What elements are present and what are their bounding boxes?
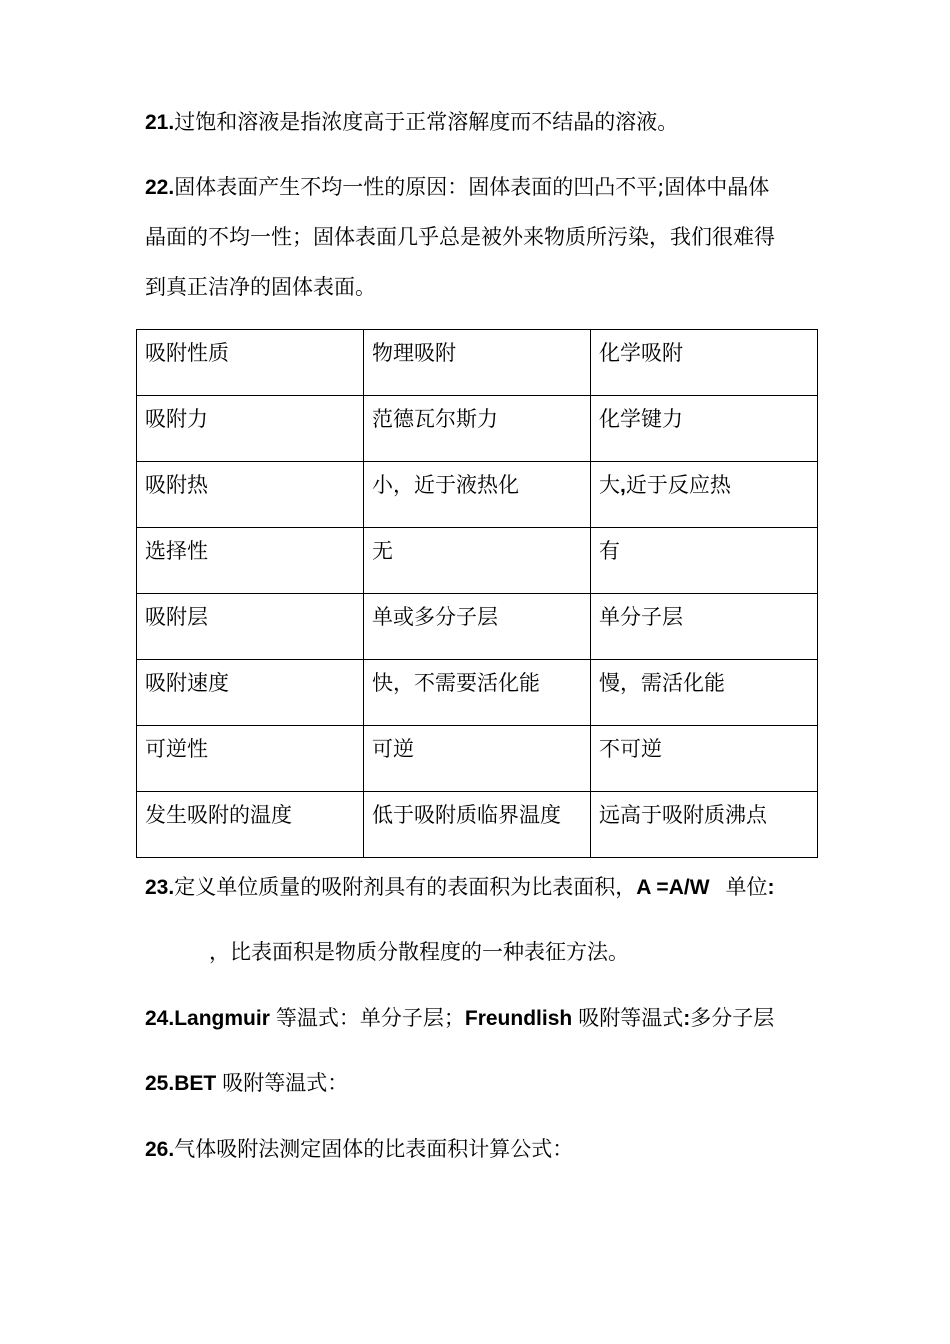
table-cell: 吸附热: [137, 462, 364, 528]
item-22-line-1: [145, 172, 769, 203]
term-freundlish: Freundlish: [464, 1007, 573, 1030]
table-row: [137, 528, 818, 594]
table-cell: 可逆性: [137, 726, 364, 792]
item-number: 21.: [145, 111, 175, 134]
table-header-cell: 化学吸附: [591, 330, 818, 396]
table-cell: 慢，需活化能: [591, 660, 818, 726]
table-row: [137, 792, 818, 858]
item-text: 单位: [725, 875, 768, 899]
item-21: [145, 107, 678, 138]
item-text: ，比表面积是物质分散程度的一种表征方法。: [209, 940, 629, 964]
table-cell: 吸附速度: [137, 660, 364, 726]
item-text: 过饱和溶液是指浓度高于正常溶解度而不结晶的溶液。: [174, 110, 679, 134]
table-header-cell: 吸附性质: [137, 330, 364, 396]
item-text: 晶面的不均一性；固体表面几乎总是被外来物质所污染，我们很难得: [145, 225, 775, 249]
item-text: 到真正洁净的固体表面。: [145, 275, 376, 299]
item-number: 22.: [145, 176, 175, 199]
formula: A =A/W: [636, 876, 710, 899]
table-row: [137, 726, 818, 792]
item-text: 吸附等温式: [578, 1006, 684, 1030]
item-text: 定义单位质量的吸附剂具有的表面积为比表面积，: [174, 875, 637, 899]
table-cell: 发生吸附的温度: [137, 792, 364, 858]
item-text: 气体吸附法测定固体的比表面积计算公式：: [174, 1137, 574, 1161]
table-cell: 小，近于液热化: [364, 462, 591, 528]
colon: :: [767, 876, 775, 899]
item-23-line-2: [209, 937, 629, 967]
item-number: 23.: [145, 876, 175, 899]
table-row: [137, 660, 818, 726]
cell-text: 近于反应热: [625, 473, 731, 497]
item-25: [145, 1068, 348, 1099]
cell-comma: ,: [620, 474, 626, 497]
item-number: 24.: [145, 1007, 175, 1030]
table-header-cell: 物理吸附: [364, 330, 591, 396]
item-26: [145, 1134, 573, 1165]
table-cell: 单或多分子层: [364, 594, 591, 660]
table-cell: 范德瓦尔斯力: [364, 396, 591, 462]
item-22-line-2: [145, 222, 775, 252]
table-cell: 有: [591, 528, 818, 594]
item-24: [145, 1003, 774, 1034]
table-cell: 选择性: [137, 528, 364, 594]
item-text: 多分子层: [690, 1006, 775, 1030]
table-cell: 吸附力: [137, 396, 364, 462]
item-22-line-3: [145, 272, 376, 302]
table-cell: 单分子层: [591, 594, 818, 660]
table-row: [137, 462, 818, 528]
item-text: 固体表面产生不均一性的原因：固体表面的凹凸不平;固体中晶体: [174, 175, 770, 199]
table-cell: 远高于吸附质沸点: [591, 792, 818, 858]
term-bet: BET: [174, 1072, 217, 1095]
table-cell: [591, 462, 818, 528]
cell-text: 大: [599, 473, 620, 497]
table-row: [137, 396, 818, 462]
table-cell: 吸附层: [137, 594, 364, 660]
table-cell: 可逆: [364, 726, 591, 792]
table-cell: 不可逆: [591, 726, 818, 792]
item-23-line-1: [145, 872, 775, 903]
item-text: 等温式：单分子层；: [275, 1006, 465, 1030]
colon: :: [683, 1007, 691, 1030]
table-cell: 化学键力: [591, 396, 818, 462]
item-number: 26.: [145, 1138, 175, 1161]
item-number: 25.: [145, 1072, 175, 1095]
table-cell: 无: [364, 528, 591, 594]
adsorption-comparison-table: [136, 329, 818, 858]
table-cell: 低于吸附质临界温度: [364, 792, 591, 858]
table-header-row: [137, 330, 818, 396]
table-cell: 快，不需要活化能: [364, 660, 591, 726]
term-langmuir: Langmuir: [174, 1007, 270, 1030]
item-text: 吸附等温式：: [222, 1071, 349, 1095]
table-row: [137, 594, 818, 660]
